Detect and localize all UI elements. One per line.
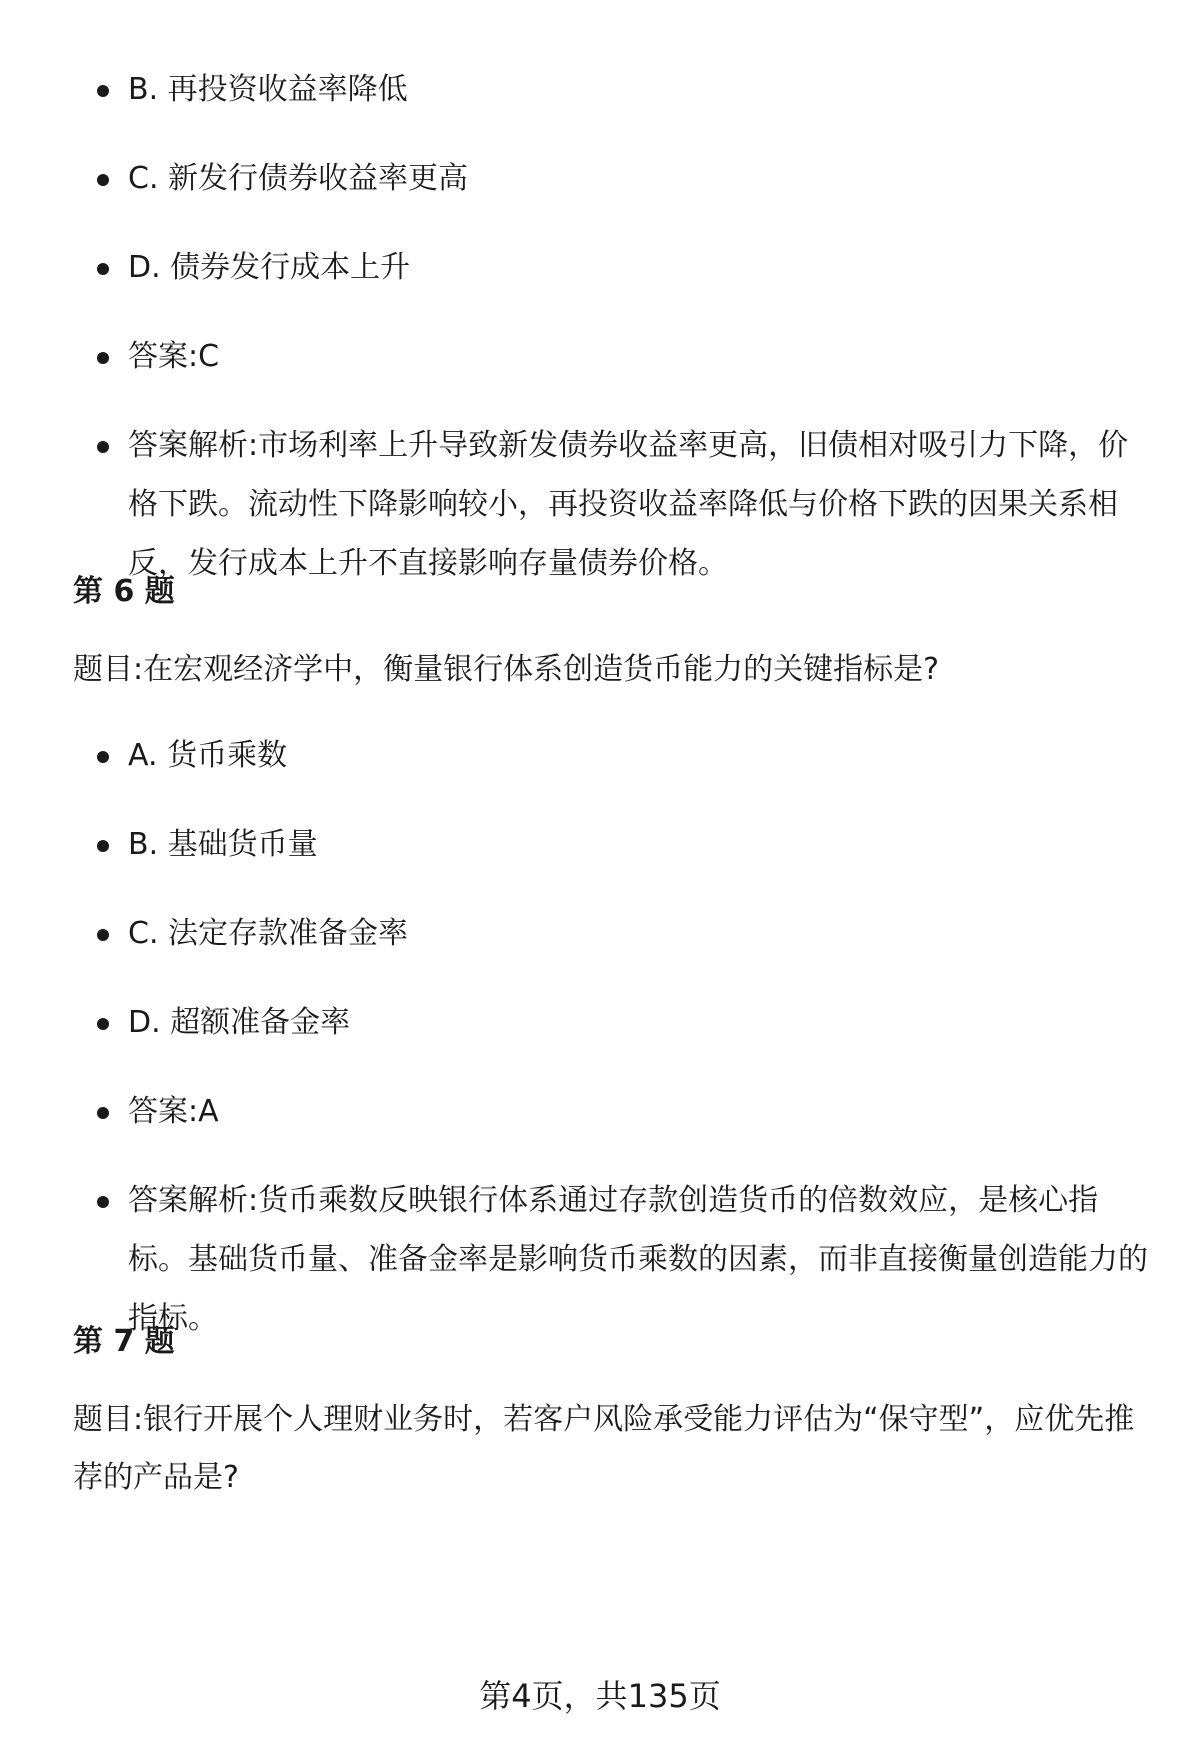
- option-list-q5: [0, 60, 1200, 593]
- option-b-text: B. 再投资收益率降低: [128, 72, 408, 107]
- list-item: [0, 60, 1200, 119]
- option-c-text: C. 新发行债券收益率更高: [128, 161, 469, 196]
- question-text-7: 题目:银行开展个人理财业务时，若客户风险承受能力评估为“保守型”，应优先推荐的产品是?: [73, 1402, 1135, 1495]
- bullet-icon: [97, 263, 109, 275]
- bullet-icon: [97, 1196, 109, 1208]
- bullet-icon: [97, 352, 109, 364]
- list-item: [0, 904, 1200, 963]
- list-item: [0, 416, 1200, 593]
- list-item: [0, 726, 1200, 785]
- option-c-text: C. 法定存款准备金率: [128, 916, 409, 951]
- answer-explanation-text: 答案解析:货币乘数反映银行体系通过存款创造货币的倍数效应，是核心指标。基础货币量、准备金率是影响货币乘数的因素，而非直接衡量创造能力的指标。: [128, 1183, 1148, 1336]
- list-item: [0, 327, 1200, 386]
- list-item: [0, 1171, 1200, 1348]
- list-item: [0, 238, 1200, 297]
- list-item: [0, 1082, 1200, 1141]
- question-heading-7: 第 7 题: [73, 1324, 175, 1359]
- list-item: [0, 149, 1200, 208]
- bullet-icon: [97, 840, 109, 852]
- bullet-icon: [97, 85, 109, 97]
- bullet-icon: [97, 1018, 109, 1030]
- question-heading-6: 第 6 题: [73, 574, 175, 609]
- bullet-icon: [97, 751, 109, 763]
- list-item: [0, 815, 1200, 874]
- bullet-icon: [97, 441, 109, 453]
- question-text-6: 题目:在宏观经济学中，衡量银行体系创造货币能力的关键指标是?: [73, 652, 940, 687]
- option-d-text: D. 超额准备金率: [128, 1005, 351, 1040]
- option-list-q6: [0, 726, 1200, 1348]
- option-b-text: B. 基础货币量: [128, 827, 318, 862]
- bullet-icon: [97, 929, 109, 941]
- answer-explanation-text: 答案解析:市场利率上升导致新发债券收益率更高，旧债相对吸引力下降，价格下跌。流动性下降影响较小，再投资收益率降低与价格下跌的因果关系相反，发行成本上升不直接影响存量债券价格。: [128, 428, 1129, 581]
- bullet-icon: [97, 1107, 109, 1119]
- option-d-text: D. 债券发行成本上升: [128, 250, 411, 285]
- option-a-text: A. 货币乘数: [128, 738, 288, 773]
- page-number-footer: 第4页，共135页: [479, 1677, 721, 1715]
- answer-text: 答案:C: [128, 339, 220, 374]
- list-item: [0, 993, 1200, 1052]
- answer-text: 答案:A: [128, 1094, 219, 1129]
- bullet-icon: [97, 174, 109, 186]
